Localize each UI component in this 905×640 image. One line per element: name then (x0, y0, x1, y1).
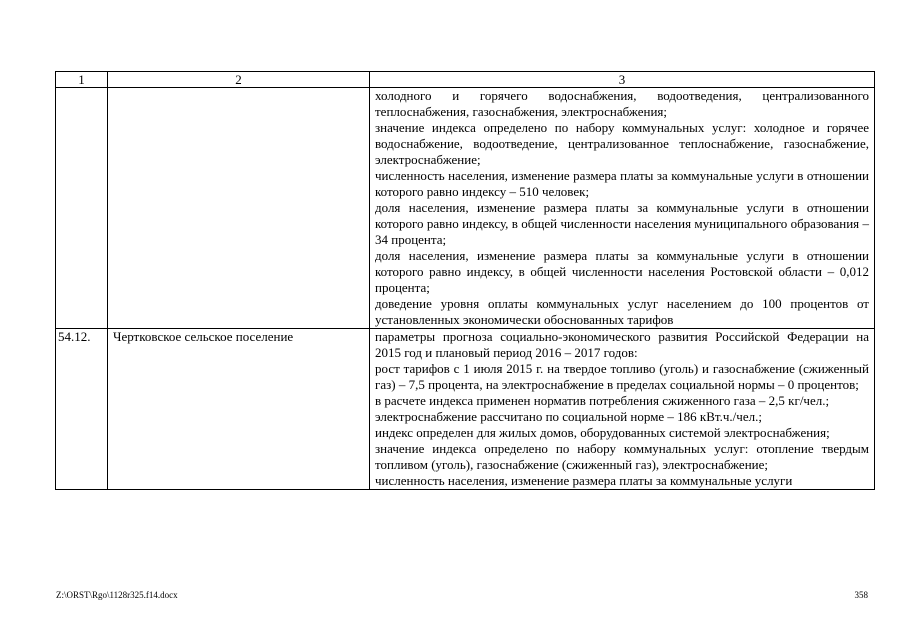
table-row (56, 88, 875, 329)
footer-page-number: 358 (854, 590, 868, 600)
description-paragraph: рост тарифов с 1 июля 2015 г. на твердое топливо (уголь) и газоснабжение (сжиженный газ) – 7,5 процента, на электроснабжение в пределах социальной нормы – 0 процентов; (375, 361, 869, 392)
column-header-1: 1 (56, 72, 108, 88)
description-paragraph: доля населения, изменение размера платы за коммунальные услуги в отношении которого равно индексу, в общей численности населения Ростовской области – 0,012 процента; (375, 248, 869, 295)
document-table (55, 71, 875, 490)
description-cell (370, 88, 875, 329)
description-paragraph: в расчете индекса применен норматив потребления сжиженного газа – 2,5 кг/чел.; (375, 393, 830, 408)
column-header-3: 3 (370, 72, 875, 88)
column-header-2: 2 (108, 72, 370, 88)
description-paragraph: электроснабжение рассчитано по социальной норме – 186 кВт.ч./чел.; (375, 409, 762, 424)
description-paragraph: численность населения, изменение размера платы за коммунальные услуги (375, 473, 793, 488)
table-row (56, 329, 875, 490)
description-paragraph: параметры прогноза социально-экономического развития Российской Федерации на 2015 год и плановый период 2016 – 2017 годов: (375, 329, 869, 360)
description-paragraph: индекс определен для жилых домов, оборудованных системой электроснабжения; (375, 425, 830, 440)
settlement-name: Чертковское сельское поселение (108, 329, 370, 490)
description-paragraph: значение индекса определено по набору коммунальных услуг: холодное и горячее водоснабжение, водоотведение, централизованное теплоснабжение, газоснабжение, электроснабжение; (375, 120, 869, 167)
description-cell (370, 329, 875, 490)
row-number (56, 88, 108, 329)
settlement-name (108, 88, 370, 329)
description-paragraph: значение индекса определено по набору коммунальных услуг: отопление твердым топливом (уголь), газоснабжение (сжиженный газ), электроснабжение; (375, 441, 869, 472)
description-paragraph: численность населения, изменение размера платы за коммунальные услуги в отношении которого равно индексу – 510 человек; (375, 168, 869, 199)
description-paragraph: холодного и горячего водоснабжения, водоотведения, централизованного теплоснабжения, газоснабжения, электроснабжения; (375, 88, 869, 119)
description-paragraph: доведение уровня оплаты коммунальных услуг населением до 100 процентов от установленных экономически обоснованных тарифов (375, 296, 869, 327)
table-header-row (56, 72, 875, 88)
footer-file-path: Z:\ORST\Rgo\1128r325.f14.docx (56, 590, 178, 600)
row-number: 54.12. (56, 329, 108, 490)
description-paragraph: доля населения, изменение размера платы за коммунальные услуги в отношении которого равно индексу, в общей численности населения муниципального образования – 34 процента; (375, 200, 869, 247)
